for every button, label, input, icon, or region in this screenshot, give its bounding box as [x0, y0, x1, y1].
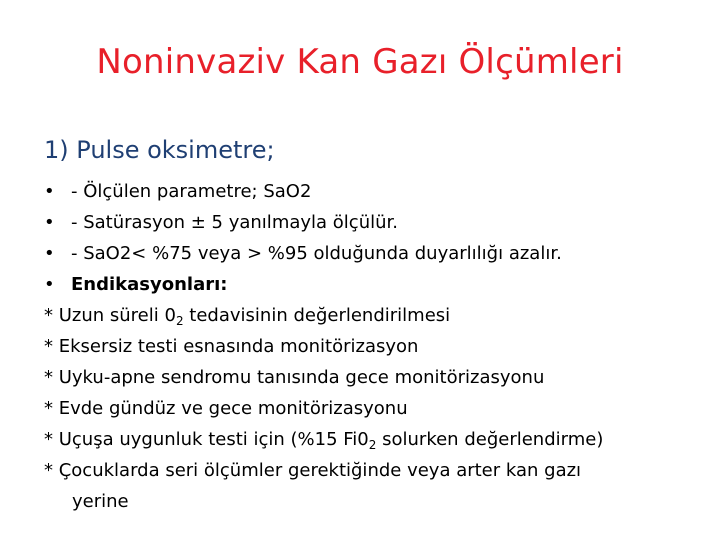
list-item: * Uçuşa uygunluk testi için (%15 $Fi0_2$ solurken değerlendirme)	[44, 429, 604, 452]
list-item: * Çocuklarda seri ölçümler gerektiğinde veya arter kan gazı	[44, 460, 582, 481]
list-item: * Uyku-apne sendromu tanısında gece monitörizasyonu	[44, 367, 545, 388]
content-list	[44, 176, 684, 517]
list-item-continuation: yerine	[72, 491, 129, 512]
indications-label: Endikasyonları:	[71, 274, 228, 295]
list-item: * Eksersiz testi esnasında monitörizasyon	[44, 336, 419, 357]
bullet-dot: •	[44, 181, 55, 202]
bullet-text: - Satürasyon ± 5 yanılmayla ölçülür.	[71, 212, 398, 233]
bullet-dot: •	[44, 243, 55, 264]
subscript: 2	[175, 314, 184, 328]
subscript: 2	[368, 438, 377, 452]
list-item: * Evde gündüz ve gece monitörizasyonu	[44, 398, 408, 419]
bullet-item	[44, 238, 684, 269]
bullet-item	[44, 207, 684, 238]
bullet-text: - Ölçülen parametre; SaO2	[71, 181, 312, 202]
slide-title: Noninvaziv Kan Gazı Ölçümleri	[96, 42, 624, 82]
list-item: * Uzun süreli $0_2$ tedavisinin değerlendirilmesi	[44, 305, 451, 328]
bullet-dot: •	[44, 274, 55, 295]
bullet-dot: •	[44, 212, 55, 233]
bullet-item	[44, 176, 684, 207]
bullet-item	[44, 269, 684, 300]
section-heading: 1) Pulse oksimetre;	[44, 136, 275, 164]
bullet-text: - SaO2< %75 veya > %95 olduğunda duyarlılığı azalır.	[71, 243, 562, 264]
